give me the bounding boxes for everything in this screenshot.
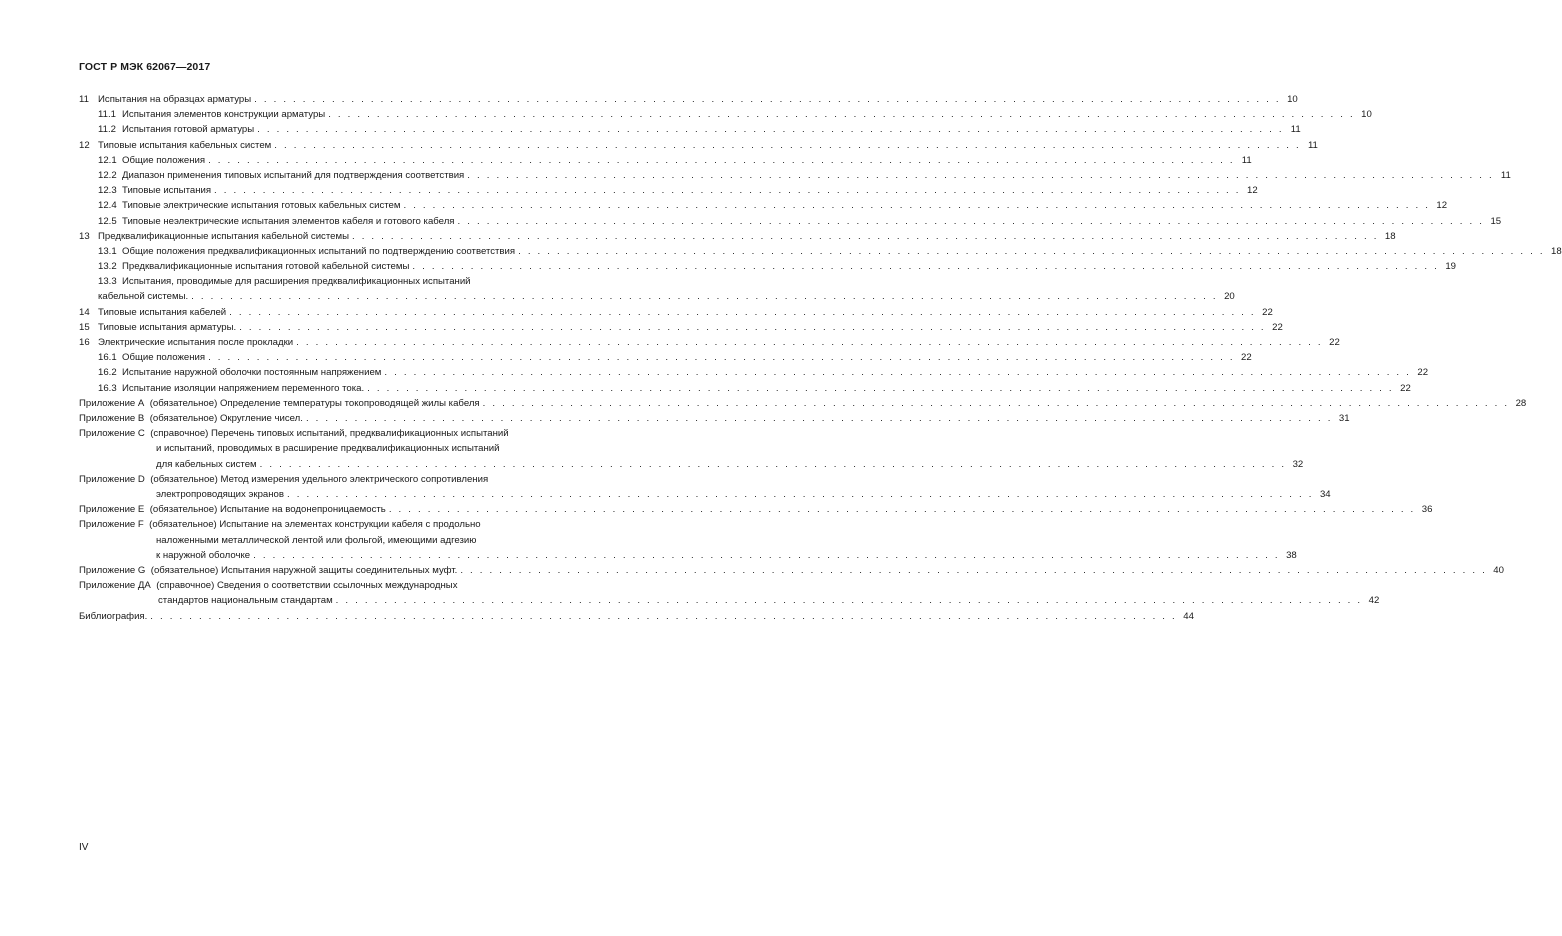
toc-entry-11-1[interactable]: [79, 107, 1372, 122]
toc-number: 16.2: [98, 367, 117, 379]
toc-page: 22: [1329, 337, 1340, 349]
table-of-contents: [79, 92, 1562, 624]
toc-page: 40: [1493, 565, 1504, 577]
toc-entry-12-3[interactable]: [79, 183, 1258, 198]
toc-title: Библиография.: [79, 610, 148, 622]
leader-dots: . . . . . . . . . . . . . . . . . . . . . . . . . . . . . . . . . . . . . . . . . . . . . . . . . . . . . . . . . . . . . . . . . . . . . . . . . . . . . . . . . . . . . . . . . . . . . . . . . . . . . . . . . .: [191, 291, 1218, 303]
toc-page: 38: [1286, 549, 1297, 561]
toc-title: Предквалификационные испытания кабельной системы: [98, 230, 349, 242]
toc-title: (обязательное) Испытание на водонепроницаемость: [149, 504, 386, 516]
toc-appendix-g[interactable]: [79, 563, 1504, 578]
toc-title-line-1: (справочное) Сведения о соответствии ссылочных международных: [156, 580, 458, 592]
toc-number: 16: [79, 337, 90, 349]
toc-page: 18: [1384, 230, 1396, 242]
toc-title: (обязательное) Испытания наружной защиты соединительных муфт.: [150, 565, 458, 577]
toc-appendix-c[interactable]: [79, 426, 1304, 472]
toc-page: 31: [1338, 412, 1350, 424]
toc-number: 12.4: [98, 200, 117, 212]
toc-title: Типовые испытания: [122, 185, 212, 197]
toc-page: 19: [1445, 261, 1456, 273]
toc-page: 28: [1515, 397, 1527, 409]
toc-page: 15: [1490, 215, 1502, 227]
toc-title: (обязательное) Округление чисел.: [149, 412, 303, 424]
toc-title-line-3: к наружной оболочке: [156, 549, 251, 561]
toc-page: 22: [1417, 367, 1429, 379]
toc-title-line-1: Испытания, проводимые для расширения предквалификационных испытаний: [122, 276, 471, 288]
toc-number: 15: [79, 321, 90, 333]
toc-title-line-3: для кабельных систем: [156, 458, 257, 470]
appendix-label: Приложение D: [79, 473, 145, 485]
toc-title: Типовые испытания кабелей: [98, 306, 227, 318]
document-header: ГОСТ Р МЭК 62067—2017: [79, 61, 211, 73]
toc-entry-13[interactable]: [79, 229, 1396, 244]
toc-page: 20: [1224, 291, 1235, 303]
leader-dots: . . . . . . . . . . . . . . . . . . . . . . . . . . . . . . . . . . . . . . . . . . . . . . . . . . . . . . . . . . . . . . . . . . . . . . . . . . . . . . . . . . . . . . . . . . . . . . . . . . . . . . . . . .: [351, 230, 1379, 242]
toc-title-line-1: (обязательное) Метод измерения удельного электрического сопротивления: [150, 473, 489, 485]
appendix-label: Приложение ДА: [79, 580, 151, 592]
toc-entry-12[interactable]: [79, 138, 1318, 153]
appendix-label: Приложение F: [79, 519, 144, 531]
leader-dots: . . . . . . . . . . . . . . . . . . . . . . . . . . . . . . . . . . . . . . . . . . . . . . . . . . . . . . . . . . . . . . . . . . . . . . . . . . . . . . . . . . . . . . . . . . . . . . . . . . . . . . . . . .: [286, 489, 1314, 500]
toc-entry-13-2[interactable]: [79, 259, 1456, 274]
leader-dots: . . . . . . . . . . . . . . . . . . . . . . . . . . . . . . . . . . . . . . . . . . . . . . . . . . . . . . . . . . . . . . . . . . . . . . . . . . . . . . . . . . . . . . . . . . . . . . . . . . . . . . . . . .: [518, 245, 1545, 257]
appendix-label: Приложение G: [79, 565, 146, 577]
toc-page: 42: [1368, 595, 1380, 607]
toc-page: 10: [1361, 109, 1372, 121]
leader-dots: . . . . . . . . . . . . . . . . . . . . . . . . . . . . . . . . . . . . . . . . . . . . . . . . . . . . . . . . . . . . . . . . . . . . . . . . . . . . . . . . . . . . . . . . . . . . . . . . . . . . . . . . . .: [367, 382, 1394, 394]
toc-entry-12-1[interactable]: [79, 153, 1252, 168]
toc-page: 22: [1262, 306, 1273, 318]
toc-number: 16.1: [98, 352, 117, 364]
toc-entry-16-2[interactable]: [79, 365, 1429, 380]
toc-bibliography[interactable]: [79, 609, 1194, 624]
toc-title: Испытание наружной оболочки постоянным напряжением: [122, 367, 382, 379]
toc-page: 11: [1500, 169, 1511, 181]
toc-entry-16-3[interactable]: [79, 381, 1411, 396]
toc-page: 36: [1421, 504, 1433, 516]
toc-page: 22: [1272, 321, 1283, 333]
leader-dots: . . . . . . . . . . . . . . . . . . . . . . . . . . . . . . . . . . . . . . . . . . . . . . . . . . . . . . . . . . . . . . . . . . . . . . . . . . . . . . . . . . . . . . . . . . . . . . . . . . . . . . . . . .: [384, 367, 1412, 379]
toc-title-line-1: (справочное) Перечень типовых испытаний, предквалификационных испытаний: [150, 428, 509, 440]
leader-dots: . . . . . . . . . . . . . . . . . . . . . . . . . . . . . . . . . . . . . . . . . . . . . . . . . . . . . . . . . . . . . . . . . . . . . . . . . . . . . . . . . . . . . . . . . . . . . . . . . . . . . . . . . .: [460, 565, 1487, 577]
leader-dots: . . . . . . . . . . . . . . . . . . . . . . . . . . . . . . . . . . . . . . . . . . . . . . . . . . . . . . . . . . . . . . . . . . . . . . . . . . . . . . . . . . . . . . . . . . . . . . . . . . . . . . . . . .: [229, 306, 1256, 318]
toc-number: 12.1: [98, 154, 117, 166]
toc-entry-12-4[interactable]: [79, 198, 1448, 213]
toc-entry-11[interactable]: [79, 92, 1298, 107]
toc-number: 12: [79, 139, 90, 151]
leader-dots: . . . . . . . . . . . . . . . . . . . . . . . . . . . . . . . . . . . . . . . . . . . . . . . . . . . . . . . . . . . . . . . . . . . . . . . . . . . . . . . . . . . . . . . . . . . . . . . . . . . . . . . . . .: [403, 200, 1431, 212]
toc-appendix-a[interactable]: [79, 396, 1527, 411]
toc-entry-12-5[interactable]: [79, 214, 1502, 229]
leader-dots: . . . . . . . . . . . . . . . . . . . . . . . . . . . . . . . . . . . . . . . . . . . . . . . . . . . . . . . . . . . . . . . . . . . . . . . . . . . . . . . . . . . . . . . . . . . . . . . . . . . . . . . . . .: [150, 610, 1177, 622]
toc-number: 11.1: [98, 109, 116, 121]
toc-appendix-e[interactable]: [79, 502, 1433, 517]
leader-dots: . . . . . . . . . . . . . . . . . . . . . . . . . . . . . . . . . . . . . . . . . . . . . . . . . . . . . . . . . . . . . . . . . . . . . . . . . . . . . . . . . . . . . . . . . . . . . . . . . . . . . . . . . .: [412, 261, 1439, 273]
toc-title: Общие положения: [122, 352, 206, 364]
toc-title-line-2: кабельной системы.: [98, 291, 189, 303]
toc-title-line-2: и испытаний, проводимых в расширение предквалификационных испытаний: [156, 443, 500, 455]
toc-title-line-2: электропроводящих экранов: [156, 489, 284, 500]
toc-number: 13.1: [98, 245, 117, 257]
toc-number: 12.3: [98, 185, 117, 197]
toc-appendix-d[interactable]: [79, 472, 1331, 502]
toc-title: Общие положения: [122, 154, 206, 166]
toc-entry-11-2[interactable]: [79, 122, 1301, 137]
toc-title-line-1: (обязательное) Испытание на элементах конструкции кабеля с продольно: [149, 519, 481, 531]
page-number: IV: [79, 842, 89, 853]
toc-page: 11: [1290, 124, 1301, 136]
toc-number: 13.2: [98, 261, 117, 273]
leader-dots: . . . . . . . . . . . . . . . . . . . . . . . . . . . . . . . . . . . . . . . . . . . . . . . . . . . . . . . . . . . . . . . . . . . . . . . . . . . . . . . . . . . . . . . . . . . . . . . . . . . . . . . . . .: [257, 124, 1284, 136]
leader-dots: . . . . . . . . . . . . . . . . . . . . . . . . . . . . . . . . . . . . . . . . . . . . . . . . . . . . . . . . . . . . . . . . . . . . . . . . . . . . . . . . . . . . . . . . . . . . . . . . . . . . . . . . . .: [259, 458, 1287, 470]
toc-title-line-2: наложенными металлической лентой или фольгой, имеющими адгезию: [156, 534, 477, 546]
leader-dots: . . . . . . . . . . . . . . . . . . . . . . . . . . . . . . . . . . . . . . . . . . . . . . . . . . . . . . . . . . . . . . . . . . . . . . . . . . . . . . . . . . . . . . . . . . . . . . . . . . . . . . . . . .: [253, 549, 1280, 561]
toc-number: 12.5: [98, 215, 117, 227]
toc-appendix-b[interactable]: [79, 411, 1350, 426]
toc-page: 34: [1319, 489, 1331, 500]
toc-title: Общие положения предквалификационных испытаний по подтверждению соответствия: [122, 245, 516, 257]
toc-page: 12: [1436, 200, 1448, 212]
appendix-label: Приложение A: [79, 397, 145, 409]
appendix-label: Приложение C: [79, 428, 145, 440]
leader-dots: . . . . . . . . . . . . . . . . . . . . . . . . . . . . . . . . . . . . . . . . . . . . . . . . . . . . . . . . . . . . . . . . . . . . . . . . . . . . . . . . . . . . . . . . . . . . . . . . . . . . . . . . . .: [296, 337, 1323, 349]
toc-number: 13.3: [98, 276, 117, 288]
toc-title: Типовые электрические испытания готовых кабельных систем: [122, 200, 401, 212]
toc-title-line-2: стандартов национальным стандартам: [158, 595, 333, 607]
toc-title: Испытания элементов конструкции арматуры: [122, 109, 326, 121]
leader-dots: . . . . . . . . . . . . . . . . . . . . . . . . . . . . . . . . . . . . . . . . . . . . . . . . . . . . . . . . . . . . . . . . . . . . . . . . . . . . . . . . . . . . . . . . . . . . . . . . . . . . . . . . . .: [274, 139, 1301, 151]
toc-number: 16.3: [98, 382, 117, 394]
toc-appendix-da[interactable]: [79, 578, 1380, 608]
toc-page: 11: [1241, 154, 1252, 166]
leader-dots: . . . . . . . . . . . . . . . . . . . . . . . . . . . . . . . . . . . . . . . . . . . . . . . . . . . . . . . . . . . . . . . . . . . . . . . . . . . . . . . . . . . . . . . . . . . . . . . . . . . . . . . . . .: [335, 595, 1363, 607]
leader-dots: . . . . . . . . . . . . . . . . . . . . . . . . . . . . . . . . . . . . . . . . . . . . . . . . . . . . . . . . . . . . . . . . . . . . . . . . . . . . . . . . . . . . . . . . . . . . . . . . . . . . . . . . . .: [457, 215, 1485, 227]
toc-entry-13-3[interactable]: [79, 274, 1235, 304]
toc-title: Типовые испытания кабельных систем: [98, 139, 272, 151]
toc-entry-15[interactable]: [79, 320, 1283, 335]
toc-entry-14[interactable]: [79, 305, 1273, 320]
toc-appendix-f[interactable]: [79, 517, 1297, 563]
leader-dots: . . . . . . . . . . . . . . . . . . . . . . . . . . . . . . . . . . . . . . . . . . . . . . . . . . . . . . . . . . . . . . . . . . . . . . . . . . . . . . . . . . . . . . . . . . . . . . . . . . . . . . . . . .: [239, 321, 1266, 333]
toc-title: Испытания на образцах арматуры: [98, 94, 252, 105]
toc-page: 11: [1307, 139, 1318, 151]
toc-number: 12.2: [98, 169, 117, 181]
toc-page: 10: [1287, 94, 1298, 105]
toc-page: 22: [1241, 352, 1252, 364]
leader-dots: . . . . . . . . . . . . . . . . . . . . . . . . . . . . . . . . . . . . . . . . . . . . . . . . . . . . . . . . . . . . . . . . . . . . . . . . . . . . . . . . . . . . . . . . . . . . . . . . . . . . . . . . . .: [208, 352, 1235, 364]
toc-page: 32: [1292, 458, 1304, 470]
leader-dots: . . . . . . . . . . . . . . . . . . . . . . . . . . . . . . . . . . . . . . . . . . . . . . . . . . . . . . . . . . . . . . . . . . . . . . . . . . . . . . . . . . . . . . . . . . . . . . . . . . . . . . . . . .: [467, 169, 1494, 181]
appendix-label: Приложение B: [79, 412, 145, 424]
toc-page: 22: [1400, 382, 1411, 394]
toc-number: 11: [79, 94, 89, 105]
toc-title: Типовые испытания арматуры.: [98, 321, 237, 333]
toc-title: Диапазон применения типовых испытаний для подтверждения соответствия: [122, 169, 465, 181]
toc-entry-16[interactable]: [79, 335, 1340, 350]
leader-dots: . . . . . . . . . . . . . . . . . . . . . . . . . . . . . . . . . . . . . . . . . . . . . . . . . . . . . . . . . . . . . . . . . . . . . . . . . . . . . . . . . . . . . . . . . . . . . . . . . . . . . . . . . .: [214, 185, 1241, 197]
leader-dots: . . . . . . . . . . . . . . . . . . . . . . . . . . . . . . . . . . . . . . . . . . . . . . . . . . . . . . . . . . . . . . . . . . . . . . . . . . . . . . . . . . . . . . . . . . . . . . . . . . . . . . . . . .: [328, 109, 1355, 121]
toc-entry-16-1[interactable]: [79, 350, 1252, 365]
toc-entry-13-1[interactable]: [79, 244, 1562, 259]
toc-page: 44: [1183, 610, 1194, 622]
toc-number: 13: [79, 230, 90, 242]
leader-dots: . . . . . . . . . . . . . . . . . . . . . . . . . . . . . . . . . . . . . . . . . . . . . . . . . . . . . . . . . . . . . . . . . . . . . . . . . . . . . . . . . . . . . . . . . . . . . . . . . . . . . . . . . .: [388, 504, 1416, 516]
toc-number: 14: [79, 306, 90, 318]
toc-page: 12: [1247, 185, 1258, 197]
toc-title: (обязательное) Определение температуры токопроводящей жилы кабеля: [149, 397, 480, 409]
leader-dots: . . . . . . . . . . . . . . . . . . . . . . . . . . . . . . . . . . . . . . . . . . . . . . . . . . . . . . . . . . . . . . . . . . . . . . . . . . . . . . . . . . . . . . . . . . . . . . . . . . . . . . . . . .: [254, 94, 1281, 105]
toc-number: 11.2: [98, 124, 116, 136]
leader-dots: . . . . . . . . . . . . . . . . . . . . . . . . . . . . . . . . . . . . . . . . . . . . . . . . . . . . . . . . . . . . . . . . . . . . . . . . . . . . . . . . . . . . . . . . . . . . . . . . . . . . . . . . . .: [208, 154, 1235, 166]
toc-title: Испытания готовой арматуры: [122, 124, 255, 136]
toc-title: Испытание изоляции напряжением переменного тока.: [122, 382, 365, 394]
toc-title: Предквалификационные испытания готовой кабельной системы: [122, 261, 410, 273]
leader-dots: . . . . . . . . . . . . . . . . . . . . . . . . . . . . . . . . . . . . . . . . . . . . . . . . . . . . . . . . . . . . . . . . . . . . . . . . . . . . . . . . . . . . . . . . . . . . . . . . . . . . . . . . . .: [305, 412, 1333, 424]
toc-entry-12-2[interactable]: [79, 168, 1511, 183]
toc-title: Типовые неэлектрические испытания элементов кабеля и готового кабеля: [122, 215, 455, 227]
toc-title: Электрические испытания после прокладки: [98, 337, 294, 349]
leader-dots: . . . . . . . . . . . . . . . . . . . . . . . . . . . . . . . . . . . . . . . . . . . . . . . . . . . . . . . . . . . . . . . . . . . . . . . . . . . . . . . . . . . . . . . . . . . . . . . . . . . . . . . . . .: [482, 397, 1510, 409]
toc-page: 18: [1551, 245, 1562, 257]
appendix-label: Приложение E: [79, 504, 145, 516]
